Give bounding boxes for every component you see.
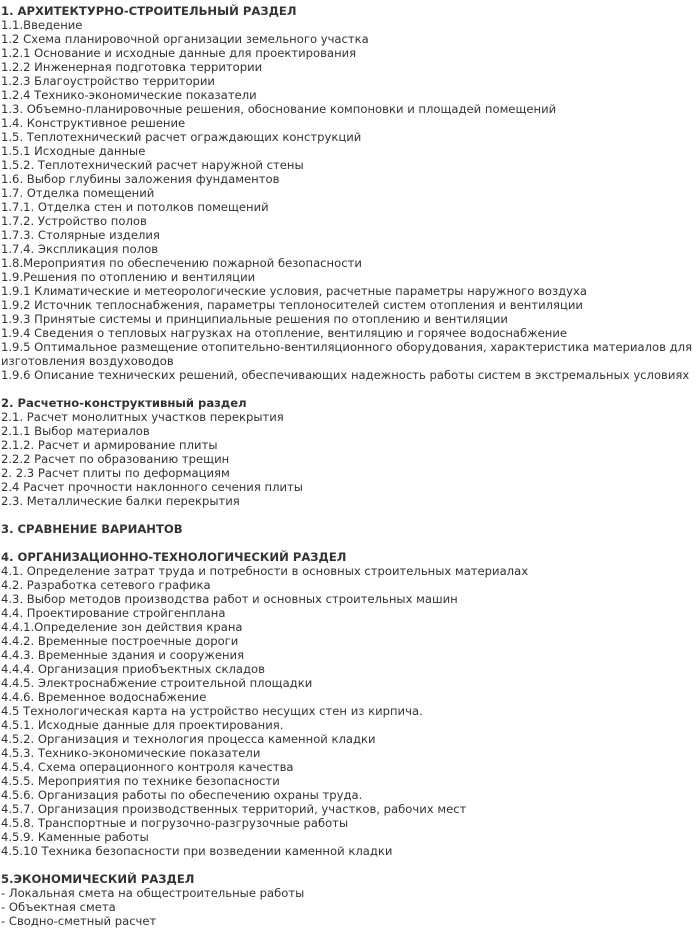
list-item: 1.6. Выбор глубины заложения фундаментов [1,172,280,186]
list-item: 1.9.3 Принятые системы и принципиальные решения по отоплению и вентиляции [1,312,508,326]
section-4 [1,550,700,858]
list-item: - Локальная смета на общестроительные работы [1,886,305,900]
list-item: - Объектная смета [1,900,116,914]
list-item: 4.4.4. Организация приобъектных складов [1,662,265,676]
list-item: 1.9.4 Сведения о тепловых нагрузках на отопление, вентиляцию и горячее водоснабжение [1,326,568,340]
section-heading: 5.ЭКОНОМИЧЕСКИЙ РАЗДЕЛ [1,872,195,886]
list-item: 1.2.1 Основание и исходные данные для проектирования [1,46,357,60]
section-heading: 1. АРХИТЕКТУРНО-СТРОИТЕЛЬНЫЙ РАЗДЕЛ [1,4,297,18]
list-item: 1.7.3. Столярные изделия [1,228,160,242]
section-heading: 4. ОРГАНИЗАЦИОННО-ТЕХНОЛОГИЧЕСКИЙ РАЗДЕЛ [1,550,347,564]
list-item: 4.4.6. Временное водоснабжение [1,690,207,704]
document-body [0,4,700,928]
list-item: 4.4.2. Временные построечные дороги [1,634,239,648]
list-item: 1.7.4. Экспликация полов [1,242,159,256]
list-item: 4.5.9. Каменные работы [1,830,149,844]
section-heading: 3. СРАВНЕНИЕ ВАРИАНТОВ [1,522,183,536]
spacer [1,536,700,550]
section-1 [1,4,700,382]
list-item: 4.5.2. Организация и технология процесса каменной кладки [1,732,376,746]
list-item: 1.2.3 Благоустройство территории [1,74,215,88]
list-item: 4.5.8. Транспортные и погрузочно-разгрузочные работы [1,816,349,830]
list-item: 1.4. Конструктивное решение [1,116,186,130]
list-item: 2.1.2. Расчет и армирование плиты [1,438,218,452]
list-item: 1.7. Отделка помещений [1,186,155,200]
list-item: 1.9.Решения по отоплению и вентиляции [1,270,256,284]
list-item: 2.1. Расчет монолитных участков перекрытия [1,410,284,424]
list-item: 4.5.10 Техника безопасности при возведении каменной кладки [1,844,393,858]
list-item: 4.1. Определение затрат труда и потребности в основных строительных материалах [1,564,529,578]
list-item: 2. 2.3 Расчет плиты по деформациям [1,466,230,480]
spacer [1,382,700,396]
section-3 [1,522,700,536]
list-item: 1.7.1. Отделка стен и потолков помещений [1,200,269,214]
list-item: 1.9.5 Оптимальное размещение отопительно-вентиляционного оборудования, характеристика материалов для изготовления воздуховодов [1,340,693,368]
list-item: 4.4.3. Временные здания и сооружения [1,648,245,662]
list-item: 4.5 Технологическая карта на устройство несущих стен из кирпича. [1,704,423,718]
list-item: 1.9.6 Описание технических решений, обеспечивающих надежность работы систем в экстремальных условиях [1,368,690,382]
list-item: 1.5.2. Теплотехнический расчет наружной стены [1,158,304,172]
list-item: 4.5.7. Организация производственных территорий, участков, рабочих мест [1,802,467,816]
list-item: 2.1.1 Выбор материалов [1,424,150,438]
list-item: 1.2.2 Инженерная подготовка территории [1,60,263,74]
list-item: 4.5.4. Схема операционного контроля качества [1,760,294,774]
list-item: 1.9.2 Источник теплоснабжения, параметры теплоносителей систем отопления и вентиляции [1,298,583,312]
list-item: 4.3. Выбор методов производства работ и основных строительных машин [1,592,458,606]
list-item: 2.3. Металлические балки перекрытия [1,494,240,508]
list-item: 1.5. Теплотехнический расчет ограждающих конструкций [1,130,362,144]
section-5 [1,872,700,928]
section-heading: 2. Расчетно-конструктивный раздел [1,396,247,410]
list-item: 1.8.Мероприятия по обеспечению пожарной безопасности [1,256,362,270]
list-item: 1.2 Схема планировочной организации земельного участка [1,32,369,46]
list-item: 4.5.5. Мероприятия по технике безопасности [1,774,280,788]
list-item: 1.1.Введение [1,18,83,32]
list-item: 2.2.2 Расчет по образованию трещин [1,452,230,466]
spacer [1,858,700,872]
section-2 [1,396,700,508]
list-item: 4.2. Разработка сетевого графика [1,578,211,592]
list-item: 2.4 Расчет прочности наклонного сечения плиты [1,480,303,494]
list-item: 4.4. Проектирование стройгенплана [1,606,226,620]
list-item: 1.2.4 Технико-экономические показатели [1,88,257,102]
list-item: 1.7.2. Устройство полов [1,214,147,228]
list-item: 4.5.1. Исходные данные для проектирования. [1,718,284,732]
list-item: 4.4.5. Электроснабжение строительной площадки [1,676,313,690]
list-item: 4.5.6. Организация работы по обеспечению охраны труда. [1,788,363,802]
spacer [1,508,700,522]
list-item: 1.9.1 Климатические и метеорологические условия, расчетные параметры наружного воздуха [1,284,587,298]
list-item: 1.5.1 Исходные данные [1,144,146,158]
list-item: 1.3. Объемно-планировочные решения, обоснование компоновки и площадей помещений [1,102,557,116]
list-item: 4.5.3. Технико-экономические показатели [1,746,261,760]
list-item: 4.4.1.Определение зон действия крана [1,620,243,634]
list-item: - Сводно-сметный расчет [1,914,157,928]
